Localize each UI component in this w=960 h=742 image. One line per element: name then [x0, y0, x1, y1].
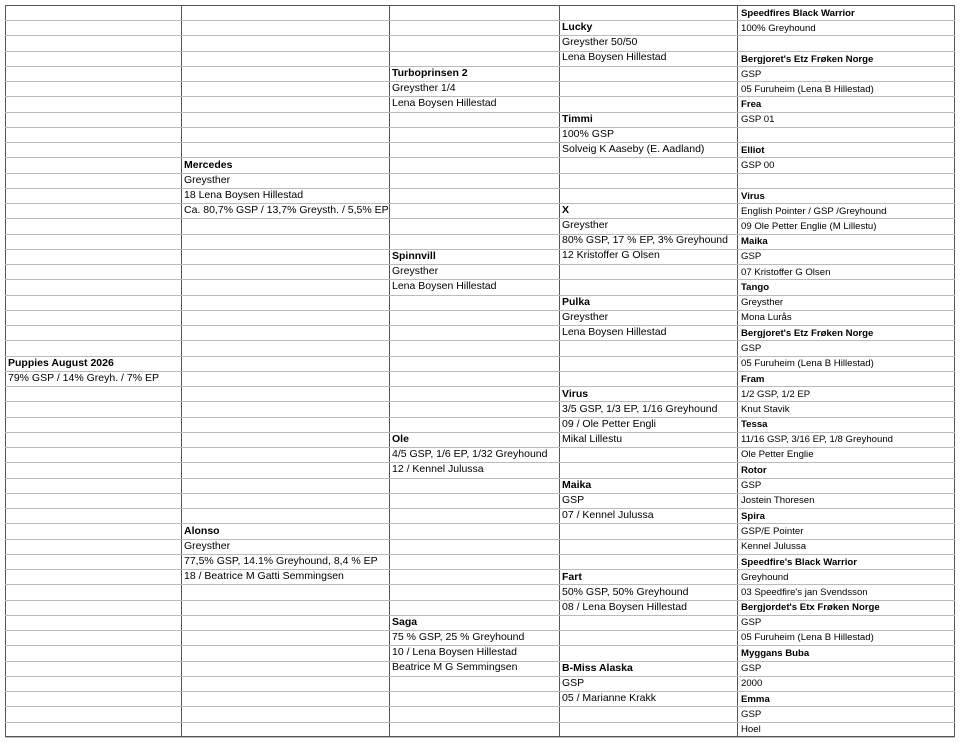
row-gridline: [559, 203, 737, 204]
g4-line: GSP/E Pointer: [741, 526, 804, 537]
g4-line: Mona Lurås: [741, 312, 792, 323]
row-gridline: [181, 645, 389, 646]
row-gridline: [181, 310, 389, 311]
g4-name: Speedfire's Black Warrior: [741, 557, 858, 568]
g4-line: 05 Furuheim (Lena B Hillestad): [741, 84, 874, 95]
row-gridline: [389, 51, 559, 52]
turboprinsen-breed: Greysther 1/4: [392, 82, 456, 94]
row-gridline: [181, 279, 389, 280]
row-gridline: [389, 340, 559, 341]
fart-info: 50% GSP, 50% Greyhound: [562, 586, 689, 598]
row-gridline: [389, 722, 559, 723]
row-gridline: [181, 356, 389, 357]
row-gridline: [5, 508, 181, 509]
row-gridline: [559, 645, 737, 646]
row-gridline: [5, 157, 181, 158]
g4-line: GSP: [741, 343, 762, 354]
g4-name: Frea: [741, 99, 762, 110]
row-gridline: [737, 737, 955, 738]
lucky-owner: Lena Boysen Hillestad: [562, 51, 667, 63]
row-gridline: [181, 706, 389, 707]
row-gridline: [389, 676, 559, 677]
x-info: 80% GSP, 17 % EP, 3% Greyhound: [562, 234, 728, 246]
bmiss-alaska-owner: 05 / Marianne Krakk: [562, 692, 656, 704]
row-gridline: [737, 417, 955, 418]
virus-owner: 09 / Ole Petter Engli: [562, 418, 656, 430]
g4-line: 03 Speedfire's jan Svendsson: [741, 587, 868, 598]
g4-line: GSP: [741, 617, 762, 628]
row-gridline: [5, 462, 181, 463]
row-gridline: [389, 371, 559, 372]
row-gridline: [181, 295, 389, 296]
row-gridline: [389, 401, 559, 402]
timmi-breed: 100% GSP: [562, 128, 614, 140]
g4-line: GSP 01: [741, 114, 775, 125]
bmiss-alaska-name: B-Miss Alaska: [562, 662, 633, 674]
row-gridline: [559, 676, 737, 677]
row-gridline: [5, 722, 181, 723]
row-gridline: [181, 96, 389, 97]
row-gridline: [181, 386, 389, 387]
row-gridline: [5, 645, 181, 646]
row-gridline: [737, 722, 955, 723]
g4-name: Fram: [741, 374, 765, 385]
row-gridline: [181, 493, 389, 494]
row-gridline: [5, 142, 181, 143]
row-gridline: [5, 51, 181, 52]
row-gridline: [181, 737, 389, 738]
row-gridline: [389, 234, 559, 235]
row-gridline: [181, 401, 389, 402]
row-gridline: [737, 173, 955, 174]
g4-line: GSP 00: [741, 160, 775, 171]
alonso-breed: Greysther: [184, 540, 231, 552]
g4-name: Speedfires Black Warrior: [741, 8, 855, 19]
g4-line: 100% Greyhound: [741, 23, 816, 34]
row-gridline: [737, 127, 955, 128]
g4-name: Virus: [741, 191, 765, 202]
virus-name: Virus: [562, 388, 589, 400]
row-gridline: [559, 447, 737, 448]
ole-info: 4/5 GSP, 1/6 EP, 1/32 Greyhound: [392, 448, 548, 460]
mercedes-name: Mercedes: [184, 159, 233, 171]
g4-name: Bergjoret's Etz Frøken Norge: [741, 328, 874, 339]
row-gridline: [389, 569, 559, 570]
row-gridline: [5, 554, 181, 555]
row-gridline: [5, 493, 181, 494]
row-gridline: [181, 264, 389, 265]
row-gridline: [389, 600, 559, 601]
row-gridline: [5, 249, 181, 250]
g4-line: 1/2 GSP, 1/2 EP: [741, 389, 811, 400]
x-breed: Greysther: [562, 219, 609, 231]
turboprinsen-owner: Lena Boysen Hillestad: [392, 97, 497, 109]
g4-name: Tessa: [741, 419, 768, 430]
saga-info: 75 % GSP, 25 % Greyhound: [392, 631, 525, 643]
row-gridline: [181, 142, 389, 143]
row-gridline: [5, 661, 181, 662]
row-gridline: [5, 325, 181, 326]
virus-info: 3/5 GSP, 1/3 EP, 1/16 Greyhound: [562, 403, 718, 415]
lucky-breed: Greysther 50/50: [562, 36, 638, 48]
lucky-name: Lucky: [562, 21, 593, 33]
row-gridline: [389, 523, 559, 524]
row-gridline: [181, 66, 389, 67]
spinnvill-breed: Greysther: [392, 265, 439, 277]
row-gridline: [389, 554, 559, 555]
row-gridline: [559, 81, 737, 82]
row-gridline: [181, 447, 389, 448]
row-gridline: [5, 523, 181, 524]
row-gridline: [559, 264, 737, 265]
maika-breed: GSP: [562, 494, 585, 506]
row-gridline: [5, 676, 181, 677]
row-gridline: [389, 386, 559, 387]
g4-line: GSP: [741, 663, 762, 674]
alonso-name: Alonso: [184, 525, 220, 537]
row-gridline: [181, 112, 389, 113]
spinnvill-owner: Lena Boysen Hillestad: [392, 280, 497, 292]
row-gridline: [5, 310, 181, 311]
row-gridline: [181, 20, 389, 21]
pulka-owner: Lena Boysen Hillestad: [562, 326, 667, 338]
row-gridline: [389, 432, 559, 433]
row-gridline: [5, 127, 181, 128]
row-gridline: [559, 539, 737, 540]
row-gridline: [389, 20, 559, 21]
g4-line: Jostein Thoresen: [741, 495, 815, 506]
row-gridline: [737, 234, 955, 235]
spinnvill-name: Spinnvill: [392, 250, 436, 262]
row-gridline: [389, 737, 559, 738]
row-gridline: [5, 630, 181, 631]
row-gridline: [5, 234, 181, 235]
row-gridline: [5, 340, 181, 341]
row-gridline: [5, 447, 181, 448]
row-gridline: [559, 173, 737, 174]
bmiss-alaska-breed: GSP: [562, 677, 585, 689]
row-gridline: [181, 340, 389, 341]
row-gridline: [181, 584, 389, 585]
row-gridline: [181, 35, 389, 36]
row-gridline: [559, 569, 737, 570]
ole-name: Ole: [392, 433, 409, 445]
row-gridline: [181, 249, 389, 250]
row-gridline: [5, 706, 181, 707]
row-gridline: [181, 51, 389, 52]
row-gridline: [5, 173, 181, 174]
row-gridline: [5, 66, 181, 67]
row-gridline: [5, 432, 181, 433]
g4-line: Kennel Julussa: [741, 541, 807, 552]
row-gridline: [5, 96, 181, 97]
row-gridline: [5, 81, 181, 82]
row-gridline: [389, 142, 559, 143]
row-gridline: [737, 142, 955, 143]
saga-name: Saga: [392, 616, 418, 628]
g4-line: 09 Ole Petter Englie (M Lillestu): [741, 221, 877, 232]
row-gridline: [181, 676, 389, 677]
row-gridline: [559, 493, 737, 494]
row-gridline: [559, 737, 737, 738]
row-gridline: [181, 691, 389, 692]
alonso-owner: 18 / Beatrice M Gatti Semmingsen: [184, 570, 344, 582]
g4-name: Spira: [741, 511, 765, 522]
mercedes-owner: 18 Lena Boysen Hillestad: [184, 189, 304, 201]
timmi-owner: Solveig K Aaseby (E. Aadland): [562, 143, 705, 155]
g4-name: Tango: [741, 282, 770, 293]
g4-name: Bergjordet's Etx Frøken Norge: [741, 602, 880, 613]
row-gridline: [181, 127, 389, 128]
g4-line: 05 Furuheim (Lena B Hillestad): [741, 632, 874, 643]
row-gridline: [559, 279, 737, 280]
g4-line: Hoel: [741, 724, 761, 735]
row-gridline: [5, 295, 181, 296]
row-gridline: [737, 462, 955, 463]
x-owner: 12 Kristoffer G Olsen: [562, 249, 660, 261]
row-gridline: [5, 401, 181, 402]
g4-name: Emma: [741, 694, 770, 705]
row-gridline: [389, 188, 559, 189]
g4-line: English Pointer / GSP /Greyhound: [741, 206, 887, 217]
mercedes-breed: Greysther: [184, 174, 231, 186]
maika-owner: 07 / Kennel Julussa: [562, 509, 654, 521]
g4-line: 05 Furuheim (Lena B Hillestad): [741, 358, 874, 369]
g4-name: Rotor: [741, 465, 767, 476]
row-gridline: [737, 478, 955, 479]
row-gridline: [389, 691, 559, 692]
saga-owner2: Beatrice M G Semmingsen: [392, 661, 518, 673]
row-gridline: [5, 35, 181, 36]
row-gridline: [389, 706, 559, 707]
row-gridline: [559, 340, 737, 341]
g4-name: Elliot: [741, 145, 765, 156]
ole-owner: 12 / Kennel Julussa: [392, 463, 484, 475]
g4-line: 07 Kristoffer G Olsen: [741, 267, 831, 278]
row-gridline: [5, 203, 181, 204]
row-gridline: [5, 737, 181, 738]
pulka-breed: Greysther: [562, 311, 609, 323]
puppies-name: Puppies August 2026: [8, 357, 114, 369]
row-gridline: [181, 432, 389, 433]
g4-name: Bergjoret's Etz Frøken Norge: [741, 54, 874, 65]
pulka-name: Pulka: [562, 296, 591, 308]
row-gridline: [389, 203, 559, 204]
row-gridline: [737, 188, 955, 189]
saga-owner: 10 / Lena Boysen Hillestad: [392, 646, 517, 658]
row-gridline: [5, 112, 181, 113]
g4-line: GSP: [741, 251, 762, 262]
row-gridline: [389, 417, 559, 418]
g4-line: GSP: [741, 69, 762, 80]
row-gridline: [5, 478, 181, 479]
row-gridline: [737, 249, 955, 250]
row-gridline: [389, 356, 559, 357]
row-gridline: [559, 462, 737, 463]
row-gridline: [181, 600, 389, 601]
row-gridline: [559, 96, 737, 97]
g4-line: GSP: [741, 709, 762, 720]
row-gridline: [389, 127, 559, 128]
row-gridline: [5, 539, 181, 540]
turboprinsen-name: Turboprinsen 2: [392, 67, 468, 79]
timmi-name: Timmi: [562, 113, 593, 125]
row-gridline: [389, 325, 559, 326]
row-gridline: [5, 691, 181, 692]
fart-name: Fart: [562, 571, 582, 583]
row-gridline: [389, 173, 559, 174]
fart-owner: 08 / Lena Boysen Hillestad: [562, 601, 687, 613]
maika-name: Maika: [562, 479, 592, 491]
row-gridline: [559, 706, 737, 707]
row-gridline: [181, 371, 389, 372]
row-gridline: [559, 157, 737, 158]
row-gridline: [389, 310, 559, 311]
row-gridline: [5, 600, 181, 601]
g4-name: Maika: [741, 236, 768, 247]
row-gridline: [5, 218, 181, 219]
g4-name: Myggans Buba: [741, 648, 810, 659]
row-gridline: [389, 584, 559, 585]
row-gridline: [559, 66, 737, 67]
virus-owner2: Mikal Lillestu: [562, 433, 623, 445]
g4-line: GSP: [741, 480, 762, 491]
row-gridline: [389, 508, 559, 509]
g4-line: Ole Petter Englie: [741, 449, 814, 460]
g4-line: 2000: [741, 678, 763, 689]
row-gridline: [5, 386, 181, 387]
row-gridline: [389, 478, 559, 479]
x-name: X: [562, 204, 570, 216]
row-gridline: [181, 218, 389, 219]
row-gridline: [5, 264, 181, 265]
row-gridline: [181, 478, 389, 479]
row-gridline: [559, 523, 737, 524]
row-gridline: [559, 615, 737, 616]
row-gridline: [181, 417, 389, 418]
row-gridline: [5, 279, 181, 280]
row-gridline: [5, 20, 181, 21]
g4-line: Greysther: [741, 297, 784, 308]
row-gridline: [559, 371, 737, 372]
row-gridline: [181, 508, 389, 509]
row-gridline: [559, 630, 737, 631]
g4-line: 11/16 GSP, 3/16 EP, 1/8 Greyhound: [741, 434, 894, 445]
mercedes-info: Ca. 80,7% GSP / 13,7% Greysth. / 5,5% EP: [184, 204, 389, 216]
row-gridline: [181, 630, 389, 631]
row-gridline: [5, 417, 181, 418]
row-gridline: [5, 569, 181, 570]
row-gridline: [559, 188, 737, 189]
row-gridline: [5, 188, 181, 189]
row-gridline: [389, 112, 559, 113]
row-gridline: [737, 661, 955, 662]
row-gridline: [389, 157, 559, 158]
row-gridline: [181, 615, 389, 616]
row-gridline: [5, 584, 181, 585]
row-gridline: [181, 462, 389, 463]
row-gridline: [559, 554, 737, 555]
row-gridline: [389, 295, 559, 296]
row-gridline: [737, 615, 955, 616]
g4-line: Greyhound: [741, 572, 789, 583]
row-gridline: [181, 81, 389, 82]
row-gridline: [737, 676, 955, 677]
g4-line: Knut Stavik: [741, 404, 790, 415]
row-gridline: [389, 539, 559, 540]
row-gridline: [737, 371, 955, 372]
row-gridline: [389, 493, 559, 494]
alonso-info: 77,5% GSP, 14.1% Greyhound, 8,4 % EP: [184, 555, 378, 567]
row-gridline: [181, 661, 389, 662]
row-gridline: [181, 234, 389, 235]
row-gridline: [559, 356, 737, 357]
row-gridline: [181, 325, 389, 326]
row-gridline: [389, 218, 559, 219]
puppies-info: 79% GSP / 14% Greyh. / 7% EP: [8, 372, 159, 384]
row-gridline: [389, 35, 559, 36]
row-gridline: [737, 508, 955, 509]
row-gridline: [559, 722, 737, 723]
row-gridline: [5, 615, 181, 616]
row-gridline: [181, 722, 389, 723]
